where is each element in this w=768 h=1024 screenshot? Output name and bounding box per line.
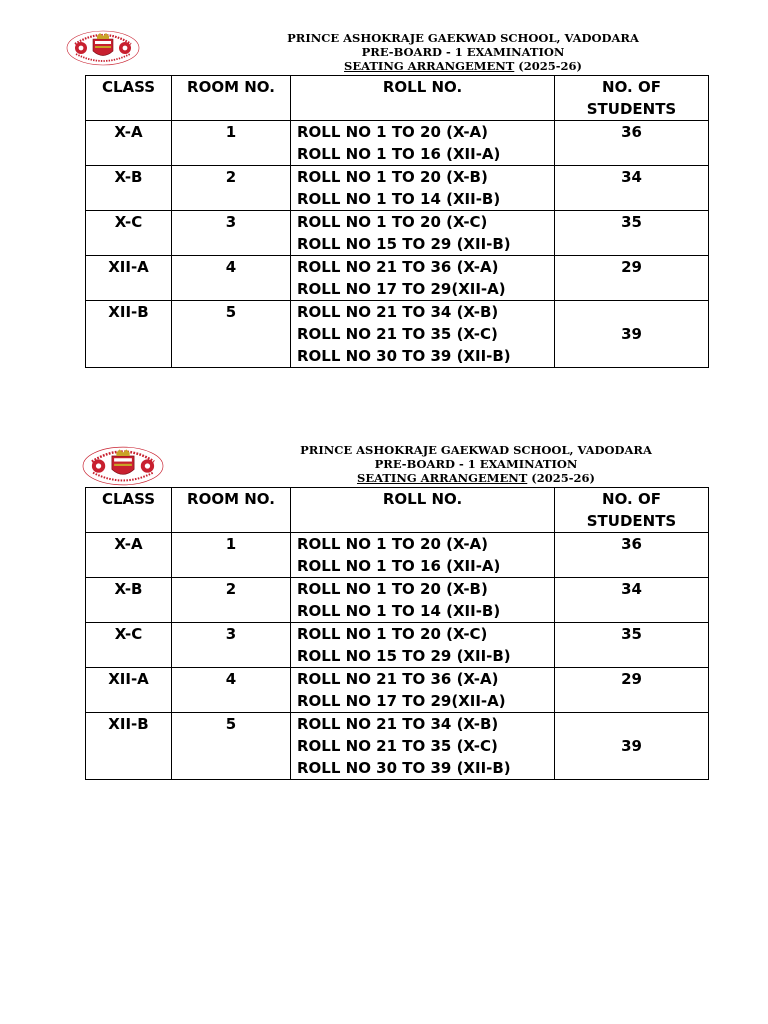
students-cell: 36 — [555, 533, 709, 578]
table-row — [86, 713, 709, 780]
table-row — [86, 578, 709, 623]
class-cell: X-C — [86, 623, 172, 668]
academic-year: (2025-26) — [518, 59, 582, 73]
header-students: NO. OF STUDENTS — [555, 488, 709, 533]
students-cell: 29 — [555, 668, 709, 713]
seating-table — [85, 75, 709, 368]
class-cell: X-B — [86, 166, 172, 211]
students-cell: 39 — [555, 301, 709, 368]
header-row — [86, 76, 709, 121]
school-name: PRINCE ASHOKRAJE GAEKWAD SCHOOL, VADODARA — [300, 443, 652, 457]
class-cell: XII-A — [86, 256, 172, 301]
document-heading — [275, 443, 677, 485]
room-cell: 1 — [172, 533, 291, 578]
roll-range: ROLL NO 1 TO 20 (X-C) — [297, 213, 488, 231]
table-row — [86, 533, 709, 578]
header-class: CLASS — [86, 488, 172, 533]
roll-cell — [291, 533, 555, 578]
class-cell: XII-B — [86, 713, 172, 780]
roll-cell — [291, 121, 555, 166]
roll-range: ROLL NO 1 TO 14 (XII-B) — [297, 602, 501, 620]
arrangement-line — [262, 59, 664, 73]
class-cell: XII-A — [86, 668, 172, 713]
document-heading — [262, 31, 664, 73]
seating-table — [85, 487, 709, 780]
header-roll: ROLL NO. — [291, 76, 555, 121]
students-cell: 34 — [555, 166, 709, 211]
roll-range: ROLL NO 17 TO 29(XII-A) — [297, 692, 506, 710]
arrangement-title: SEATING ARRANGEMENT — [344, 59, 515, 73]
table-row — [86, 166, 709, 211]
arrangement-line — [275, 471, 677, 485]
table-row — [86, 121, 709, 166]
class-cell: X-A — [86, 533, 172, 578]
roll-range: ROLL NO 17 TO 29(XII-A) — [297, 280, 506, 298]
students-cell: 29 — [555, 256, 709, 301]
header-room: ROOM NO. — [172, 76, 291, 121]
school-name: PRINCE ASHOKRAJE GAEKWAD SCHOOL, VADODARA — [287, 31, 639, 45]
roll-range: ROLL NO 21 TO 35 (X-C) — [297, 325, 498, 343]
room-cell: 3 — [172, 211, 291, 256]
table-row — [86, 623, 709, 668]
roll-range: ROLL NO 1 TO 16 (XII-A) — [297, 557, 501, 575]
roll-cell — [291, 578, 555, 623]
roll-range: ROLL NO 21 TO 36 (X-A) — [297, 258, 499, 276]
academic-year: (2025-26) — [531, 471, 595, 485]
room-cell: 3 — [172, 623, 291, 668]
header-students: NO. OF STUDENTS — [555, 76, 709, 121]
room-cell: 4 — [172, 668, 291, 713]
students-cell: 39 — [555, 713, 709, 780]
class-cell: X-B — [86, 578, 172, 623]
room-cell: 1 — [172, 121, 291, 166]
school-crest-logo — [80, 446, 166, 486]
roll-range: ROLL NO 1 TO 20 (X-B) — [297, 580, 488, 598]
table-row — [86, 301, 709, 368]
roll-range: ROLL NO 21 TO 34 (X-B) — [297, 303, 499, 321]
table-row — [86, 256, 709, 301]
roll-range: ROLL NO 15 TO 29 (XII-B) — [297, 647, 511, 665]
roll-range: ROLL NO 15 TO 29 (XII-B) — [297, 235, 511, 253]
roll-range: ROLL NO 30 TO 39 (XII-B) — [297, 347, 511, 365]
school-crest-logo — [66, 30, 140, 66]
students-cell: 35 — [555, 623, 709, 668]
students-cell: 34 — [555, 578, 709, 623]
roll-cell — [291, 713, 555, 780]
roll-cell — [291, 301, 555, 368]
roll-cell — [291, 256, 555, 301]
exam-name: PRE-BOARD - 1 EXAMINATION — [374, 457, 578, 471]
roll-range: ROLL NO 1 TO 20 (X-C) — [297, 625, 488, 643]
room-cell: 2 — [172, 578, 291, 623]
roll-range: ROLL NO 21 TO 35 (X-C) — [297, 737, 498, 755]
class-cell: X-A — [86, 121, 172, 166]
room-cell: 5 — [172, 713, 291, 780]
roll-range: ROLL NO 1 TO 20 (X-B) — [297, 168, 488, 186]
students-cell: 35 — [555, 211, 709, 256]
roll-cell — [291, 668, 555, 713]
roll-cell — [291, 623, 555, 668]
roll-range: ROLL NO 1 TO 20 (X-A) — [297, 123, 489, 141]
roll-range: ROLL NO 1 TO 20 (X-A) — [297, 535, 489, 553]
room-cell: 5 — [172, 301, 291, 368]
class-cell: XII-B — [86, 301, 172, 368]
header-roll: ROLL NO. — [291, 488, 555, 533]
roll-range: ROLL NO 30 TO 39 (XII-B) — [297, 759, 511, 777]
roll-range: ROLL NO 21 TO 34 (X-B) — [297, 715, 499, 733]
header-row — [86, 488, 709, 533]
table-row — [86, 668, 709, 713]
roll-range: ROLL NO 1 TO 16 (XII-A) — [297, 145, 501, 163]
roll-cell — [291, 166, 555, 211]
class-cell: X-C — [86, 211, 172, 256]
roll-range: ROLL NO 1 TO 14 (XII-B) — [297, 190, 501, 208]
roll-cell — [291, 211, 555, 256]
students-cell: 36 — [555, 121, 709, 166]
arrangement-title: SEATING ARRANGEMENT — [357, 471, 528, 485]
table-row — [86, 211, 709, 256]
header-room: ROOM NO. — [172, 488, 291, 533]
room-cell: 4 — [172, 256, 291, 301]
header-class: CLASS — [86, 76, 172, 121]
room-cell: 2 — [172, 166, 291, 211]
exam-name: PRE-BOARD - 1 EXAMINATION — [361, 45, 565, 59]
roll-range: ROLL NO 21 TO 36 (X-A) — [297, 670, 499, 688]
